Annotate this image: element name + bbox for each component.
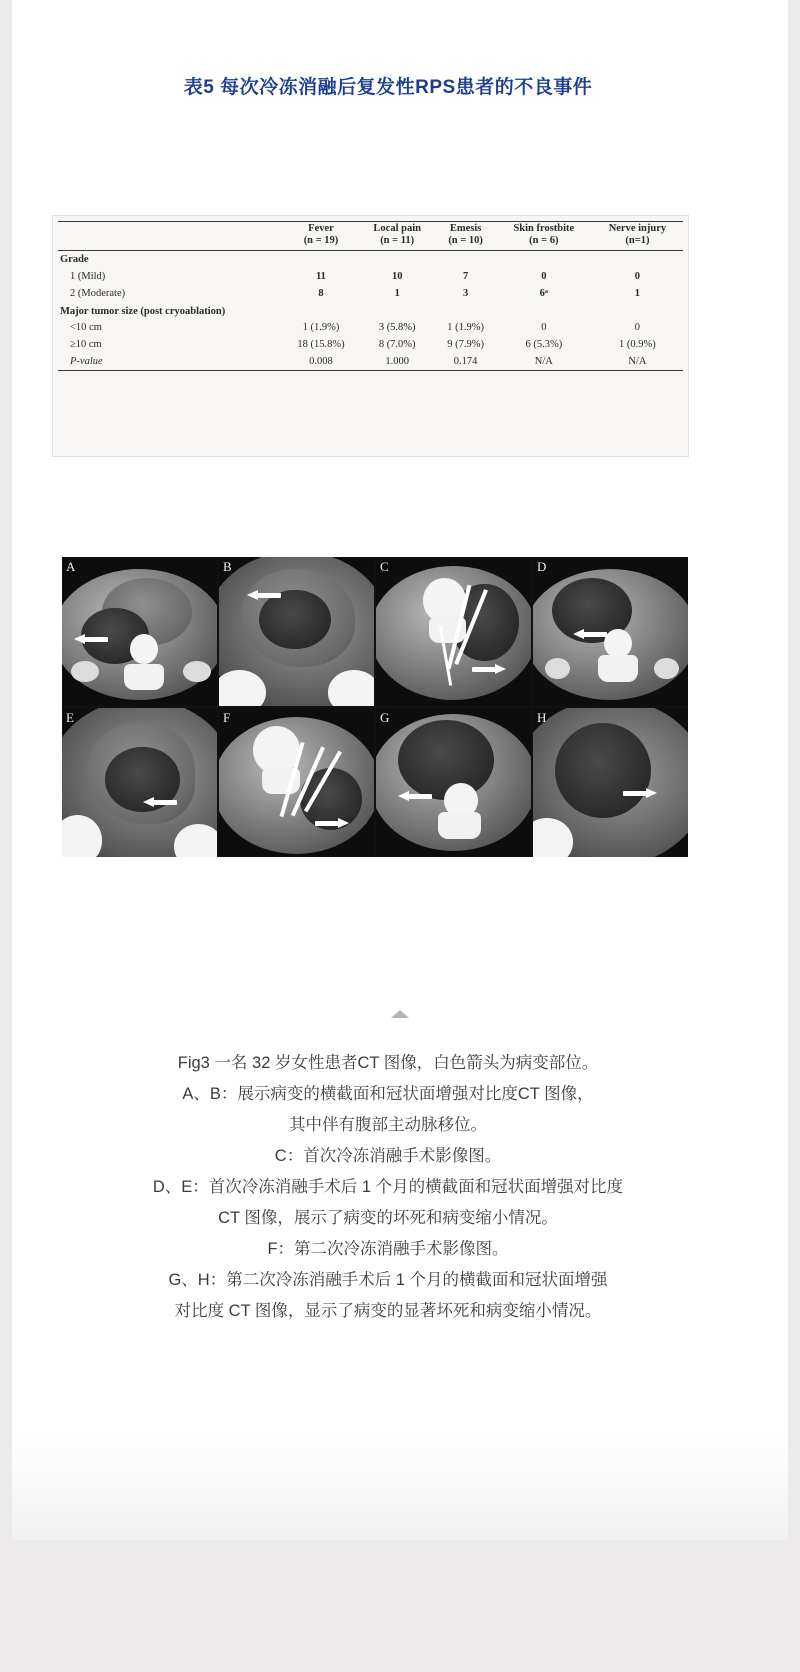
column-header-fever-n: (n = 19) bbox=[303, 235, 339, 247]
cell: 1.000 bbox=[359, 353, 435, 371]
table-5-image bbox=[52, 215, 689, 457]
column-header-skin-frostbite-name: Skin frostbite bbox=[513, 223, 575, 234]
table-row bbox=[58, 268, 683, 285]
column-header-skin-frostbite-n: (n = 6) bbox=[529, 235, 559, 247]
column-header-fever bbox=[283, 222, 359, 251]
ct-panel-label-a: A bbox=[66, 559, 76, 574]
table-row bbox=[58, 336, 683, 353]
cell: 10 bbox=[391, 270, 403, 282]
cell: 0.174 bbox=[435, 353, 495, 371]
cell: 9 (7.9%) bbox=[447, 338, 484, 350]
cell: 0 bbox=[634, 321, 641, 333]
column-header-skin-frostbite bbox=[496, 222, 592, 251]
cell: 0 bbox=[541, 321, 547, 333]
cell: 18 (15.8%) bbox=[297, 338, 345, 350]
ct-panel-g bbox=[376, 708, 531, 857]
table-title: 表5 每次冷冻消融后复发性RPS患者的不良事件 bbox=[183, 77, 593, 98]
caption-line: G、H：第二次冷冻消融手术后 1 个月的横截面和冠状面增强 bbox=[168, 1271, 608, 1289]
row-label-ge-10cm: ≥10 cm bbox=[70, 338, 102, 350]
table-section-tumor-size bbox=[58, 302, 683, 319]
cell: 11 bbox=[316, 270, 326, 282]
cell: 3 (5.8%) bbox=[378, 321, 416, 333]
column-header-emesis bbox=[435, 222, 495, 251]
table-row bbox=[58, 353, 683, 371]
ct-panel-label-d: D bbox=[537, 559, 547, 574]
cell: 1 (1.9%) bbox=[302, 321, 340, 333]
cell: 1 (1.9%) bbox=[447, 321, 484, 333]
row-label-grade-2: 2 (Moderate) bbox=[70, 287, 126, 299]
column-header-fever-name: Fever bbox=[308, 223, 334, 234]
cell: 1 (0.9%) bbox=[619, 338, 656, 350]
caption-line: D、E：首次冷冻消融手术后 1 个月的横截面和冠状面增强对比度 bbox=[152, 1178, 624, 1196]
table-section-grade bbox=[58, 251, 683, 269]
table-row bbox=[58, 319, 683, 336]
caption-line: Fig3 一名 32 岁女性患者CT 图像，白色箭头为病变部位。 bbox=[177, 1054, 599, 1072]
ct-panel-h bbox=[533, 708, 688, 857]
section-label-grade: Grade bbox=[58, 251, 283, 269]
ct-panel-grid bbox=[62, 557, 688, 857]
cell: 6 (5.3%) bbox=[525, 338, 563, 350]
ct-panel-c bbox=[376, 557, 531, 706]
ct-panel-label-g: G bbox=[380, 710, 390, 725]
ct-panel-label-e: E bbox=[66, 710, 74, 725]
cell: 0 bbox=[634, 270, 641, 282]
ct-panel-b bbox=[219, 557, 374, 706]
cell: 8 bbox=[318, 287, 324, 299]
cell: 3 bbox=[462, 287, 469, 299]
caption-line: 对比度 CT 图像，显示了病变的显著坏死和病变缩小情况。 bbox=[174, 1302, 602, 1320]
ct-panel-label-f: F bbox=[223, 710, 231, 725]
ct-panel-label-b: B bbox=[223, 559, 232, 574]
cell: 1 bbox=[394, 287, 400, 299]
column-header-nerve-injury bbox=[592, 222, 683, 251]
cell: 1 bbox=[634, 287, 641, 299]
section-label-tumor-size: Major tumor size (post cryoablation) bbox=[60, 306, 226, 318]
caption-line: C：首次冷冻消融手术影像图。 bbox=[274, 1147, 502, 1165]
cell: 7 bbox=[462, 270, 469, 282]
ct-panel-e bbox=[62, 708, 217, 857]
column-header-emesis-n: (n = 10) bbox=[448, 235, 483, 247]
row-label-p-value: P-value bbox=[58, 353, 283, 371]
cell: 8 (7.0%) bbox=[378, 338, 416, 350]
caption-line: F：第二次冷冻消融手术影像图。 bbox=[267, 1240, 509, 1258]
page-bottom-fade bbox=[12, 1340, 788, 1540]
cell: N/A bbox=[496, 353, 592, 371]
caption-line: CT 图像，展示了病变的坏死和病变缩小情况。 bbox=[218, 1209, 558, 1227]
cell: 0 bbox=[541, 270, 547, 282]
table-header-row bbox=[58, 222, 683, 251]
table-corner-cell bbox=[58, 222, 283, 251]
row-label-lt-10cm: <10 cm bbox=[70, 321, 102, 333]
caption-line: A、B：展示病变的横截面和冠状面增强对比度CT 图像， bbox=[182, 1085, 594, 1103]
collapse-caret-icon[interactable] bbox=[391, 1010, 409, 1018]
ct-panel-a bbox=[62, 557, 217, 706]
ct-panel-label-c: C bbox=[380, 559, 389, 574]
column-header-nerve-injury-name: Nerve injury bbox=[608, 223, 667, 234]
ct-panel-d bbox=[533, 557, 688, 706]
caption-line: 其中伴有腹部主动脉移位。 bbox=[289, 1116, 487, 1134]
cell: 6ᵃ bbox=[539, 287, 548, 299]
column-header-local-pain-n: (n = 11) bbox=[380, 235, 415, 247]
ct-panel-f bbox=[219, 708, 374, 857]
cell: N/A bbox=[592, 353, 683, 371]
row-label-grade-1: 1 (Mild) bbox=[70, 270, 106, 282]
adverse-events-table bbox=[58, 221, 683, 371]
column-header-local-pain-name: Local pain bbox=[373, 223, 421, 234]
column-header-emesis-name: Emesis bbox=[449, 223, 482, 234]
table-row bbox=[58, 285, 683, 302]
ct-panel-label-h: H bbox=[537, 710, 547, 725]
ct-figure bbox=[62, 557, 688, 857]
cell: 0.008 bbox=[283, 353, 359, 371]
column-header-local-pain bbox=[359, 222, 435, 251]
column-header-nerve-injury-n: (n=1) bbox=[625, 235, 650, 247]
figure-caption bbox=[28, 1048, 748, 1327]
